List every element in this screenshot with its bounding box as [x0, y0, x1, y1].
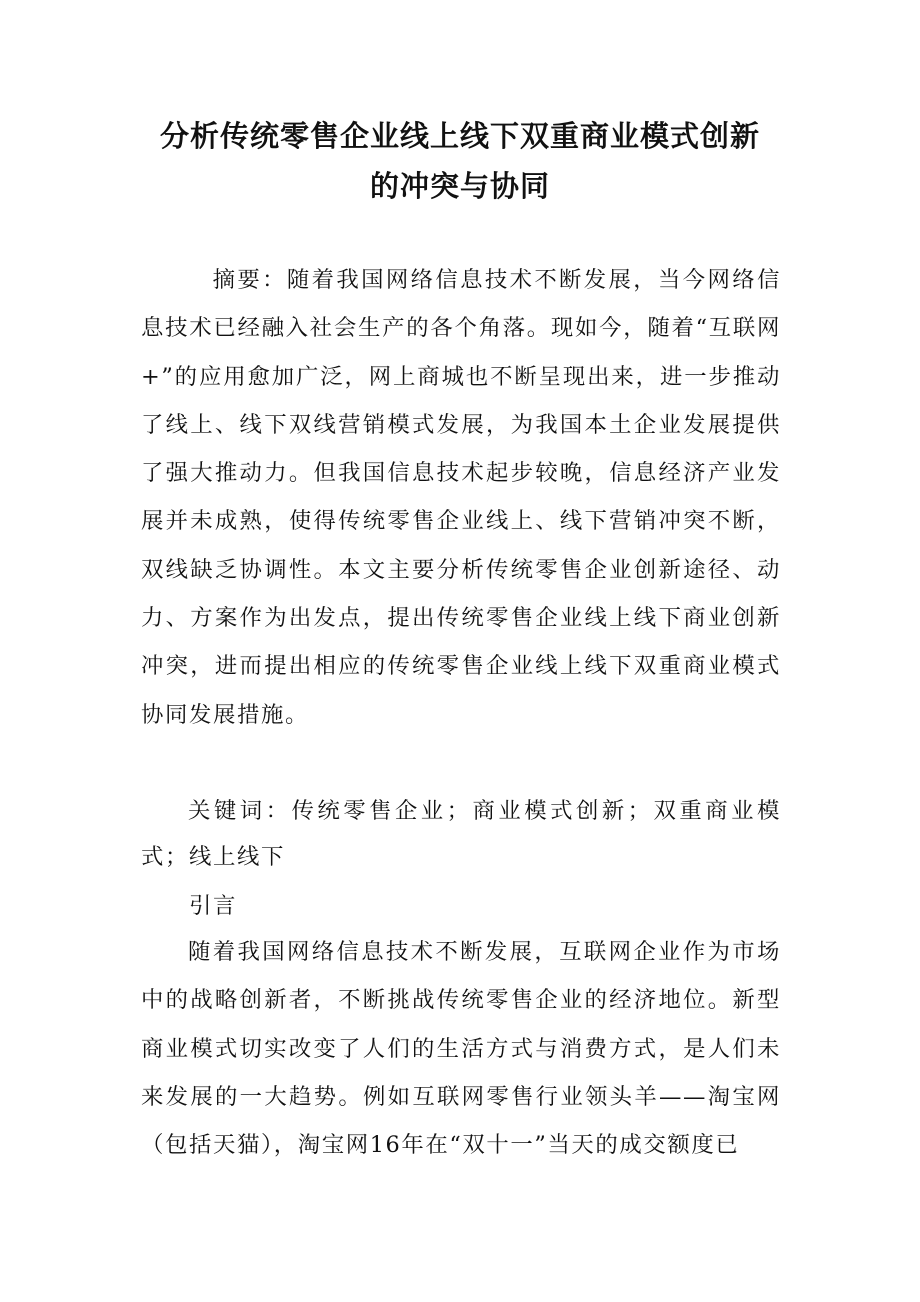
document-title-line-2: 的冲突与协同: [369, 169, 550, 203]
document-title-line-1: 分析传统零售企业线上线下双重商业模式创新: [159, 119, 760, 153]
introduction-heading: 引言: [189, 893, 237, 919]
keywords-paragraph: 关键词：传统零售企业；商业模式创新；双重商业模式；线上线下: [141, 798, 781, 870]
abstract-paragraph: 摘要：随着我国网络信息技术不断发展，当今网络信息技术已经融入社会生产的各个角落。现如今，随着“互联网+”的应用愈加广泛，网上商城也不断呈现出来，进一步推动了线上、线下双线营销模式发展，为我国本土企业发展提供了强大推动力。但我国信息技术起步较晚，信息经济产业发展并未成熟，使得传统零售企业线上、线下营销冲突不断，双线缺乏协调性。本文主要分析传统零售企业创新途径、动力、方案作为出发点，提出传统零售企业线上线下商业创新冲突，进而提出相应的传统零售企业线上线下双重商业模式协同发展措施。: [141, 267, 781, 728]
introduction-paragraph: 随着我国网络信息技术不断发展，互联网企业作为市场中的战略创新者，不断挑战传统零售企业的经济地位。新型商业模式切实改变了人们的生活方式与消费方式，是人们未来发展的一大趋势。例如互联网零售行业领头羊——淘宝网（包括天猫），淘宝网16年在“双十一”当天的成交额度已: [141, 939, 781, 1159]
